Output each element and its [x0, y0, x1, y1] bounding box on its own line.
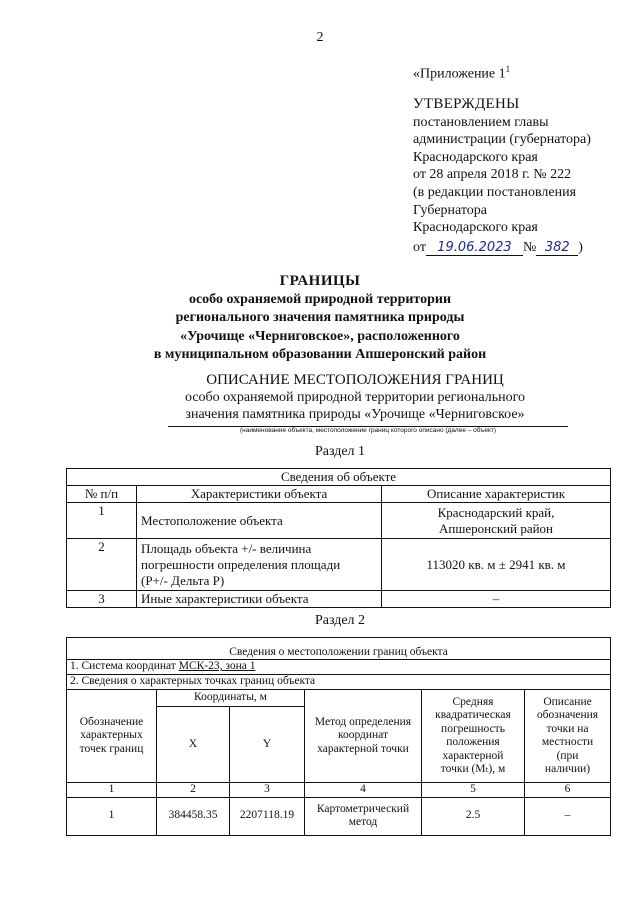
characteristic-line: (P+/- Дельта P): [141, 572, 225, 588]
header-point-description: [525, 690, 611, 783]
page-number: 2: [316, 30, 324, 45]
header-line: характерной: [442, 749, 504, 762]
approval-line: Краснодарского края: [413, 149, 538, 165]
point-description: –: [525, 797, 611, 835]
table-title: Сведения о местоположении границ объекта: [67, 638, 611, 660]
characteristic-line: Площадь объекта +/- величина: [141, 540, 312, 556]
header-description: Описание характеристик: [382, 486, 611, 503]
number-sign: №: [522, 239, 537, 255]
appendix-superscript: 1: [505, 64, 511, 74]
approval-line: Губернатора: [413, 202, 488, 218]
header-line: обозначения: [536, 709, 599, 721]
column-number: 3: [230, 783, 305, 798]
approval-line: постановлением главы: [413, 114, 549, 130]
header-y: Y: [230, 707, 305, 783]
closing-paren: ): [578, 239, 583, 255]
header-method: [305, 690, 422, 783]
table-header-row: [67, 690, 611, 707]
row-characteristic: Местоположение объекта: [137, 503, 382, 539]
approval-line: (в редакции постановления: [413, 184, 577, 200]
header-line: погрешность: [441, 722, 505, 735]
section2-label: Раздел 2: [314, 613, 366, 628]
table-row: [67, 539, 611, 591]
header-characteristic: Характеристики объекта: [137, 486, 382, 503]
appendix-text: «Приложение 1: [413, 66, 506, 82]
approval-heading: УТВЕРЖДЕНЫ: [413, 96, 520, 112]
header-line: положения: [446, 736, 500, 748]
table-row: [67, 591, 611, 608]
description-line: значения памятника природы «Урочище «Черниговское»: [185, 407, 525, 422]
header-line: Средняя: [452, 695, 494, 708]
description-line: Краснодарский край,: [437, 504, 555, 520]
method-line: метод: [348, 816, 378, 828]
table-row: [67, 503, 611, 539]
description-line: Апшеронский район: [439, 520, 554, 536]
approval-block: [413, 96, 591, 256]
approval-line: администрации (губернатора): [413, 132, 591, 148]
header-number: № п/п: [67, 486, 137, 503]
approval-line: от 28 апреля 2018 г. № 222: [413, 167, 572, 183]
title-line: регионального значения памятника природы: [175, 310, 465, 325]
point-id: 1: [67, 797, 157, 835]
appendix-label: [413, 64, 510, 83]
header-line: точки на: [546, 722, 589, 735]
header-line: характерных: [80, 729, 143, 742]
handwritten-date: 19.06.2023: [426, 241, 523, 256]
boundary-info-table: [66, 637, 611, 836]
header-coordinates: Координаты, м: [157, 690, 305, 707]
coordinate-system-row: [67, 660, 611, 675]
row-characteristic: [137, 539, 382, 591]
points-info: 2. Сведения о характерных точках границ объекта: [67, 675, 611, 690]
header-line: местности: [541, 736, 594, 748]
handwritten-number: 382: [536, 241, 578, 256]
row-description: –: [382, 591, 611, 608]
row-number: 2: [67, 539, 137, 591]
coordinate-system-name: МСК-23, зона 1: [178, 660, 256, 673]
description-title: ОПИСАНИЕ МЕСТОПОЛОЖЕНИЯ ГРАНИЦ: [206, 372, 504, 388]
header-line: точки (Mₜ), м: [440, 763, 506, 775]
point-method: [305, 797, 422, 835]
header-line: точек границ: [79, 742, 144, 755]
coordinate-system-prefix: 1. Система координат: [70, 660, 179, 673]
section1-label: Раздел 1: [314, 444, 366, 459]
title-line: ГРАНИЦЫ: [279, 273, 361, 289]
header-line: (при: [556, 749, 579, 762]
column-number: 6: [525, 783, 611, 798]
header-x: X: [157, 707, 230, 783]
header-error: [422, 690, 525, 783]
approval-line: Краснодарского края: [413, 220, 538, 236]
title-line: «Урочище «Черниговское», расположенного: [180, 328, 460, 344]
row-number: 1: [67, 503, 137, 539]
table-header-row: [67, 486, 611, 503]
characteristic-line: погрешности определения площади: [141, 556, 341, 572]
coordinate-system: [67, 660, 611, 675]
row-description: 113020 кв. м ± 2941 кв. м: [382, 539, 611, 591]
document-title: [0, 272, 640, 365]
header-line: квадратическая: [435, 709, 511, 721]
table-title-row: [67, 469, 611, 486]
object-info-table: [66, 468, 611, 608]
table-row: [67, 797, 611, 835]
points-info-row: [67, 675, 611, 690]
table-title-row: [67, 638, 611, 660]
header-point: [67, 690, 157, 783]
approval-date-line: [413, 239, 591, 257]
column-number: 2: [157, 783, 230, 798]
column-number-row: [67, 783, 611, 798]
description-note: (наименование объекта, местоположение границ которого описано (далее – объект): [239, 427, 497, 434]
point-error: 2.5: [422, 797, 525, 835]
table-title: Сведения об объекте: [67, 469, 611, 486]
point-x: 384458.35: [157, 797, 230, 835]
title-line: особо охраняемой природной территории: [188, 291, 452, 307]
row-number: 3: [67, 591, 137, 608]
header-line: наличии): [544, 763, 591, 775]
title-line: в муниципальном образовании Апшеронский район: [153, 347, 487, 362]
description-line: особо охраняемой природной территории регионального: [184, 390, 525, 405]
row-characteristic: Иные характеристики объекта: [137, 591, 382, 608]
column-number: 4: [305, 783, 422, 798]
description-heading: [0, 372, 640, 423]
header-line: характерной точки: [317, 742, 409, 755]
header-line: координат: [337, 729, 389, 742]
approval-from: от: [413, 239, 426, 255]
column-number: 5: [422, 783, 525, 798]
header-line: Обозначение: [79, 715, 144, 728]
header-line: Описание: [543, 695, 592, 708]
row-description: [382, 503, 611, 539]
point-y: 2207118.19: [230, 797, 305, 835]
header-line: Метод определения: [314, 715, 412, 728]
column-number: 1: [67, 783, 157, 798]
method-line: Картометрический: [316, 802, 410, 815]
